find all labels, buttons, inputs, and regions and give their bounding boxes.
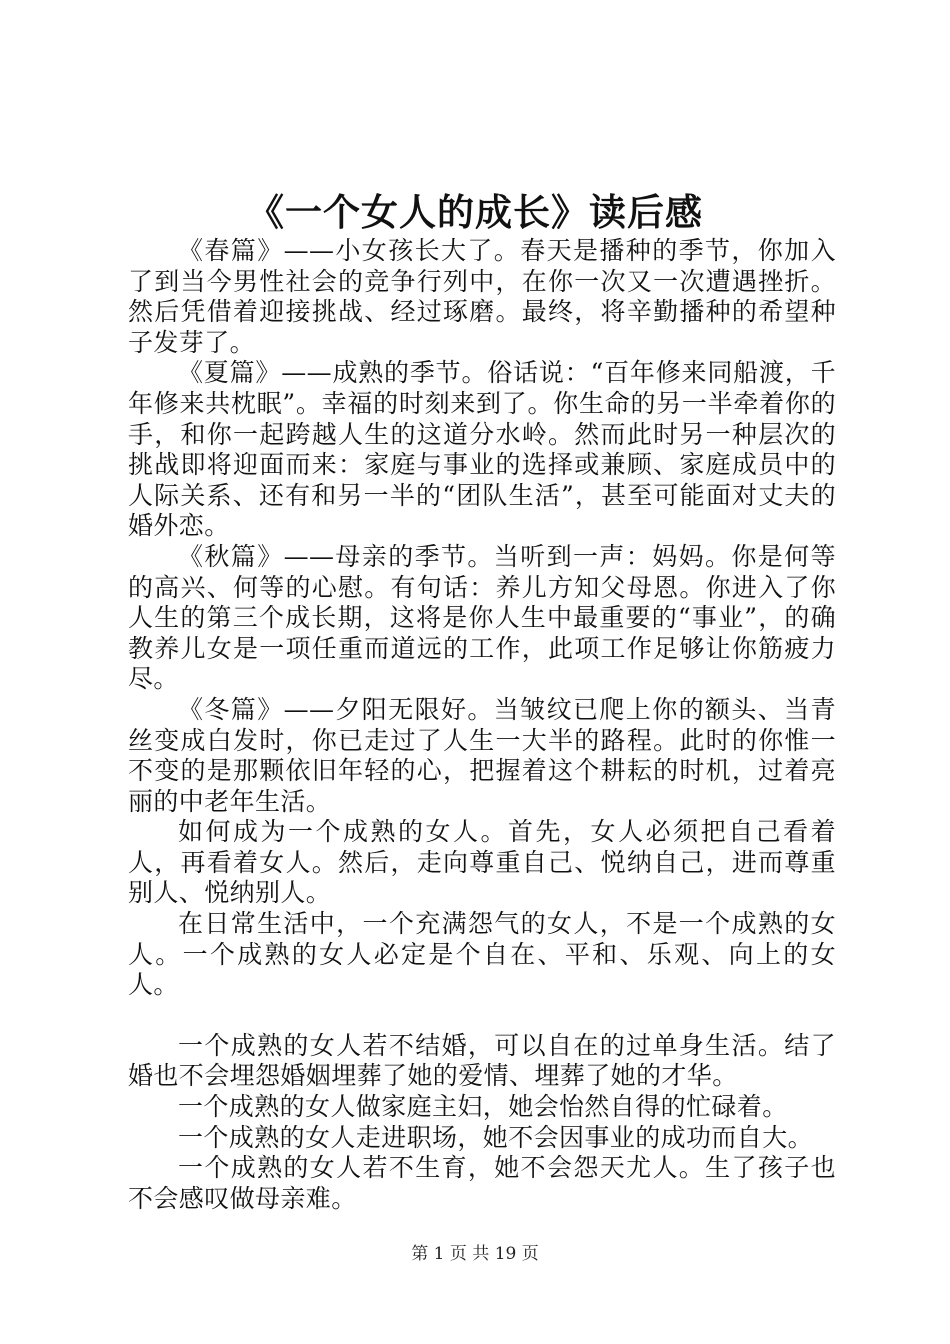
document-body: [128, 236, 836, 1214]
paragraph-winter: 《冬篇》——夕阳无限好。当皱纹已爬上你的额头、当青丝变成白发时，你已走过了人生一大半的路程。此时的你惟一不变的是那颗依旧年轻的心，把握着这个耕耘的时机，过着亮丽的中老年生活。: [128, 694, 836, 816]
paragraph-housewife: 一个成熟的女人做家庭主妇，她会怡然自得的忙碌着。: [178, 1092, 788, 1122]
paragraph-spring: 《春篇》——小女孩长大了。春天是播种的季节，你加入了到当今男性社会的竞争行列中，在你一次又一次遭遇挫折。然后凭借着迎接挑战、经过琢磨。最终，将辛勤播种的希望种子发芽了。: [128, 236, 836, 357]
paragraph-motherhood: 一个成熟的女人若不生育，她不会怨天尤人。生了孩子也不会感叹做母亲难。: [128, 1153, 836, 1213]
paragraph-autumn: 《秋篇》——母亲的季节。当听到一声：妈妈。你是何等的高兴、何等的心慰。有句话：养儿方知父母恩。你进入了你人生的第三个成长期，这将是你人生中最重要的“事业”，的确教养儿女是一项任重而道远的工作，此项工作足够让你筋疲力尽。: [128, 541, 836, 694]
paragraph-workplace: 一个成熟的女人走进职场，她不会因事业的成功而自大。: [178, 1122, 814, 1152]
paragraph-daily-life: 在日常生活中，一个充满怨气的女人，不是一个成熟的女人。一个成熟的女人必定是个自在、平和、乐观、向上的女人。: [128, 909, 836, 1000]
page-footer: 第 1 页 共 19 页: [411, 1244, 539, 1264]
document-title: 《一个女人的成长》读后感: [247, 190, 703, 234]
paragraph-gap: [128, 1001, 836, 1031]
paragraph-summer: 《夏篇》——成熟的季节。俗话说：“百年修来同船渡，千年修来共枕眠”。幸福的时刻来到了。你生命的另一半牵着你的手，和你一起跨越人生的这道分水岭。然而此时另一种层次的挑战即将迎面而来：家庭与事业的选择或兼顾、家庭成员中的人际关系、还有和另一半的“团队生活”，甚至可能面对丈夫的婚外恋。: [128, 358, 836, 541]
paragraph-how-to-mature: 如何成为一个成熟的女人。首先，女人必须把自己看着人，再看着女人。然后，走向尊重自己、悦纳自己，进而尊重别人、悦纳别人。: [128, 817, 836, 908]
paragraph-marriage: 一个成熟的女人若不结婚，可以自在的过单身生活。结了婚也不会埋怨婚姻埋葬了她的爱情、埋葬了她的才华。: [128, 1030, 836, 1091]
